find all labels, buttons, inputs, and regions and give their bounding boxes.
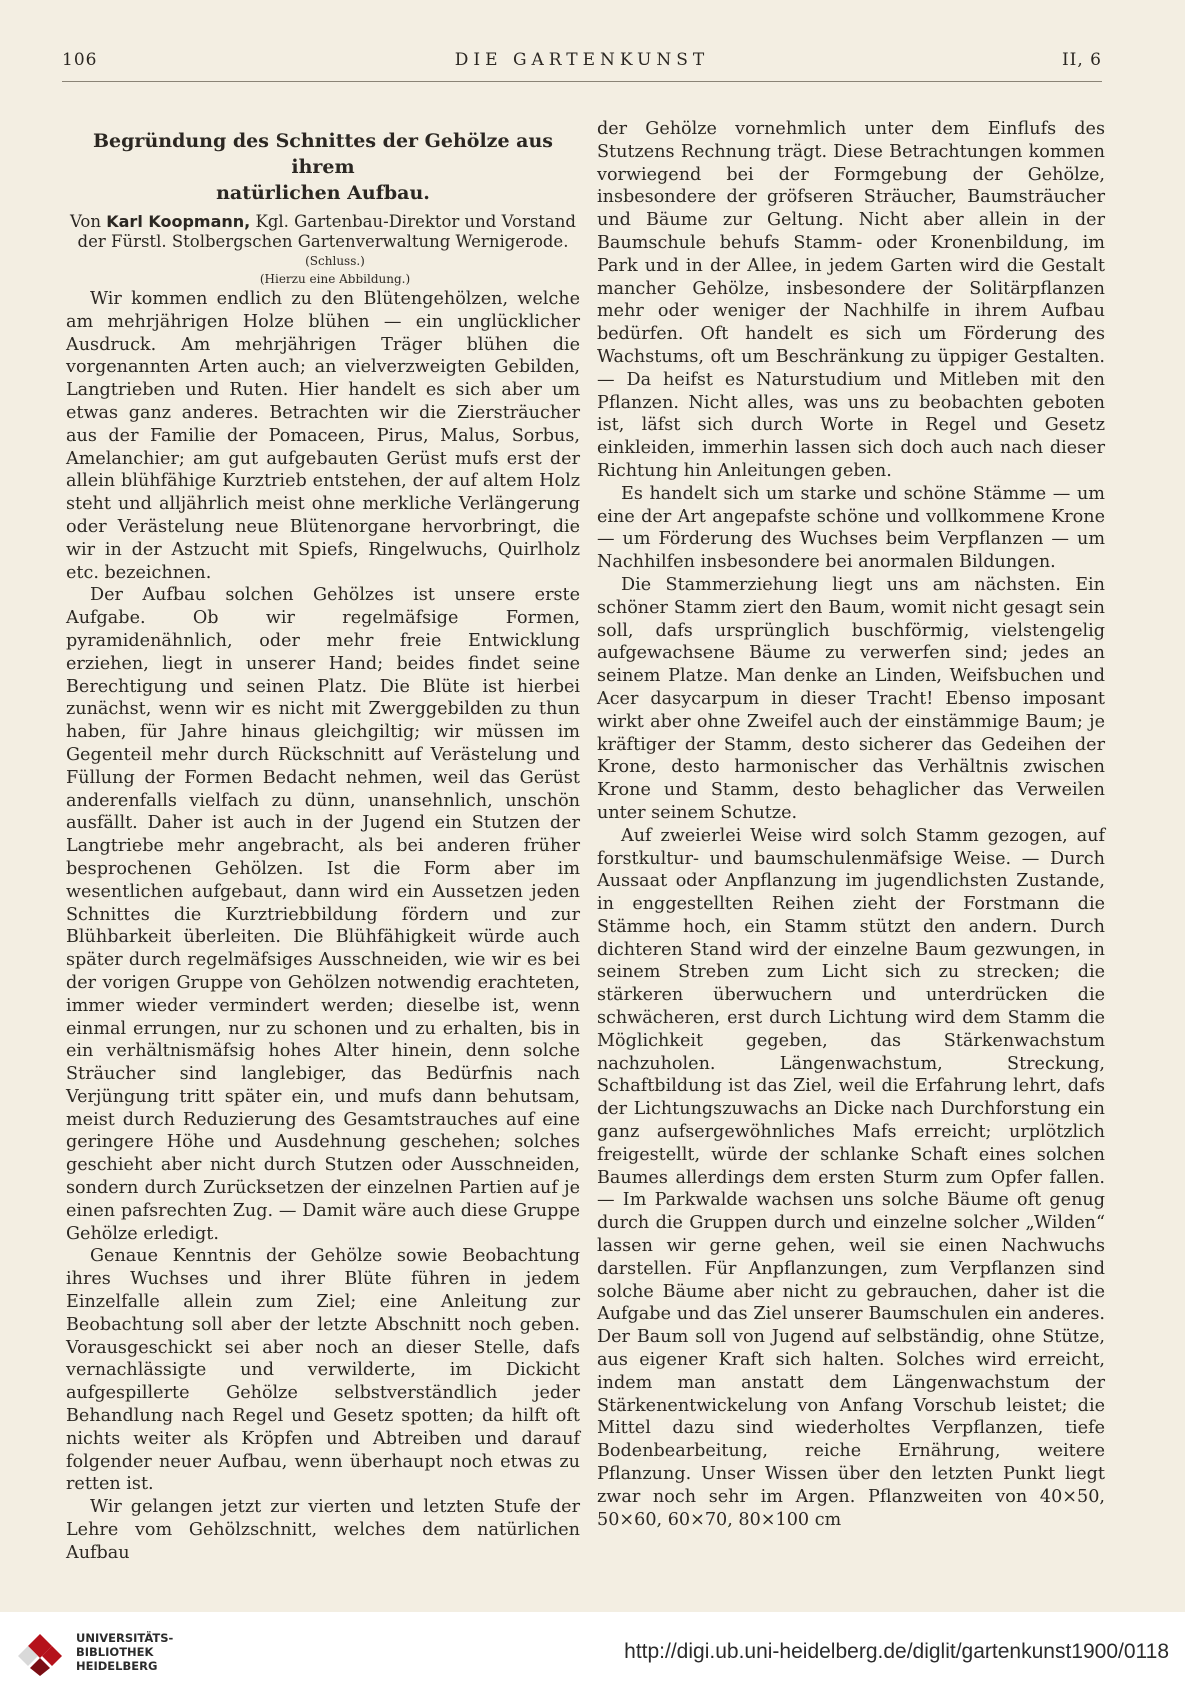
issue-number: II, 6 bbox=[1061, 50, 1102, 70]
illustration-note: (Hierzu eine Abbildung.) bbox=[259, 272, 411, 286]
permalink[interactable]: http://digi.ub.uni-heidelberg.de/diglit/gartenkunst1900/0118 bbox=[624, 1640, 1169, 1663]
right-column bbox=[597, 118, 1105, 1531]
title-line-2: natürlichen Aufbau. bbox=[216, 182, 430, 204]
author-affiliation: Kgl. Gartenbau-Direktor und Vorstand der Fürstl. Stolbergschen Gartenverwaltung Wernigerode. bbox=[77, 212, 576, 251]
title-line-1: Begründung des Schnittes der Gehölze aus ihrem bbox=[93, 130, 553, 178]
continuation-note: (Schluss.) bbox=[305, 254, 365, 268]
journal-title: DIE GARTENKUNST bbox=[454, 50, 710, 70]
running-header bbox=[62, 46, 1102, 72]
paragraph: Es handelt sich um starke und schöne Stämme — um eine der Art angepafste schöne und vollkommene Krone — um Förderung des Wuchses beim Verpflanzen — um Nachhilfen insbesondere bei anormalen Bildungen. bbox=[597, 483, 1105, 573]
left-column bbox=[66, 118, 580, 1565]
library-footer bbox=[0, 1612, 1185, 1697]
byline bbox=[66, 212, 580, 252]
paragraph: Die Stammerziehung liegt uns am nächsten. Ein schöner Stamm ziert den Baum, womit nicht gesagt sein soll, dafs ursprünglich buschförmig, vielstengelig aufgewachsene Bäume zu verwerfen sind; jedes an seinem Platze. Man denke an Linden, Weifsbuchen und Acer dasycarpum in dieser Tracht! Ebenso imposant wirkt aber ohne Zweifel auch der einstämmige Baum; je kräftiger der Stamm, desto sicherer das Gedeihen der Krone, desto harmonischer das Verhältnis zwischen Krone und Stamm, desto behaglicher das Verweilen unter seinem Schutze. bbox=[597, 574, 1105, 823]
article-title bbox=[66, 128, 580, 206]
paragraph: Der Aufbau solchen Gehölzes ist unsere erste Aufgabe. Ob wir regelmäfsige Formen, pyramidenähnlich, oder mehr freie Entwicklung erziehen, liegt in unserer Hand; beides findet seine Berechtigung und seinen Platz. Die Blüte ist hierbei zunächst, wenn wir es nicht mit Zwerggebilden zu thun haben, für Jahre hinaus gleichgiltig; wir müssen im Gegenteil mehr durch Rückschnitt auf Verästelung und Füllung der Formen Bedacht nehmen, weil das Gerüst anderenfalls vielfach zu dünn, unansehnlich, unschön ausfällt. Daher ist auch in der Jugend ein Stutzen der Langtriebe mehr angebracht, als bei anderen früher besprochenen Gehölzen. Ist die Form aber im wesentlichen aufgebaut, dann wird ein Aussetzen jeden Schnittes die Kurztriebbildung fördern und zur Blühbarkeit überleiten. Die Blühfähigkeit würde auch später durch regelmäfsiges Ausschneiden, wie wir es bei der vorigen Gruppe von Gehölzen notwendig erachteten, immer wieder vermindert werden; dieselbe ist, wenn einmal errungen, nur zu schonen und zu erhalten, bis in ein verhältnismäfsig hohes Alter hinein, denn solche Sträucher sind langlebiger, das Bedürfnis nach Verjüngung tritt später ein, und mufs dann behutsam, meist durch Reduzierung des Gesamtstrauches auf eine geringere Höhe und Ausdehnung geschehen; solches geschieht aber nicht durch Stutzen oder Ausschneiden, sondern durch Zurücksetzen der einzelnen Partien auf je einen pafsrechten Zug. — Damit wäre auch diese Gruppe Gehölze erledigt. bbox=[66, 585, 580, 1244]
institution-name: UNIVERSITÄTS- BIBLIOTHEK HEIDELBERG bbox=[76, 1631, 174, 1673]
paragraph: Auf zweierlei Weise wird solch Stamm gezogen, auf forstkultur- und baumschulenmäfsige Weise. — Durch Aussaat oder Anpflanzung im jugendlichsten Zustande, in enggestellten Reihen zieht der Forstmann die Stämme hoch, ein Stamm stützt den andern. Durch dichteren Stand wird der einzelne Baum gezwungen, in seinem Streben zum Licht sich zu strecken; die stärkeren überwuchern und unterdrücken die schwächeren, erst durch Lichtung wird dem Stamm die Möglichkeit gegeben, das Stärkenwachstum nachzuholen. Längenwachstum, Streckung, Schaftbildung ist das Ziel, weil die Erfahrung lehrt, dafs der Lichtungszuwachs an Dicke nach Durchforstung ein ganz aufsergewöhnliches Mafs erreicht; urplötzlich freigestellt, würde der schlanke Schaft eines solchen Baumes allerdings dem ersten Sturm zum Opfer fallen. — Im Parkwalde wachsen uns solche Bäume oft genug durch die Gruppen durch und einzelne solcher „Wilden“ lassen wir gerne gehen, weil sie einen Nachwuchs darstellen. Für Anpflanzungen, zum Verpflanzen sind solche Bäume aber nicht zu gebrauchen, daher ist die Aufgabe und das Ziel unserer Baumschulen ein anderes. Der Baum soll von Jugend auf selbständig, ohne Stütze, aus eigener Kraft sich halten. Solches wird erreicht, indem man anstatt dem Längenwachstum der Stärkenentwickelung von Anfang Vorschub leistet; die Mittel dazu sind wiederholtes Verpflanzen, tiefe Bodenbearbeitung, reiche Ernährung, weitere Pflanzung. Unser Wissen über den letzten Punkt liegt zwar noch sehr im Argen. Pflanzweiten von 40×50, 50×60, 60×70, 80×100 cm bbox=[597, 825, 1105, 1530]
header-rule bbox=[62, 81, 1102, 82]
paragraph: Wir kommen endlich zu den Blütengehölzen, welche am mehrjährigen Holze blühen — ein unglücklicher Ausdruck. Am mehrjährigen Träger blühen die vorgenannten Arten auch; an vielverzweigten Gebilden, Langtrieben und Ruten. Hier handelt es sich aber um etwas ganz anderes. Betrachten wir die Ziersträucher aus der Familie der Pomaceen, Pirus, Malus, Sorbus, Amelanchier; am gut aufgebauten Gerüst mufs erst der allein blühfähige Kurztrieb entstehen, der auf altem Holz steht und alljährlich meist ohne merkliche Verlängerung oder Verästelung neue Blütenorgane hervorbringt, die wir in der Astzucht mit Spiefs, Ringelwuchs, Quirlholz etc. bezeichnen. bbox=[66, 289, 580, 583]
heidelberg-library-logo-icon bbox=[16, 1630, 64, 1678]
paragraph: Wir gelangen jetzt zur vierten und letzten Stufe der Lehre vom Gehölzschnitt, welches dem natürlichen Aufbau bbox=[66, 1497, 580, 1563]
byline-prefix: Von bbox=[70, 212, 101, 231]
page-number: 106 bbox=[62, 50, 98, 70]
author-name: Karl Koopmann, bbox=[106, 212, 251, 231]
paragraph: Genaue Kenntnis der Gehölze sowie Beobachtung ihres Wuchses und ihrer Blüte führen in jedem Einzelfalle allein zum Ziel; eine Anleitung zur Beobachtung soll aber der letzte Abschnitt noch geben. Vorausgeschickt sei aber noch an dieser Stelle, dafs vernachlässigte und verwilderte, im Dickicht aufgespillerte Gehölze selbstverständlich jeder Behandlung nach Regel und Gesetz spotten; da hilft oft nichts weiter als Kröpfen und Abtreiben und darauf folgender neuer Aufbau, wenn überhaupt noch etwas zu retten ist. bbox=[66, 1246, 580, 1495]
paragraph: der Gehölze vornehmlich unter dem Einflufs des Stutzens Rechnung trägt. Diese Betrachtungen kommen vorwiegend bei der Formgebung der Gehölze, insbesondere der gröfseren Sträucher, Baumsträucher und Bäume zur Geltung. Nicht aber allein in der Baumschule behufs Stamm- oder Kronenbildung, im Park und in der Allee, in jedem Garten wird die Gestalt mancher Gehölze, insbesondere der Solitärpflanzen mehr oder weniger der Nachhilfe in ihrem Aufbau bedürfen. Oft handelt es sich um Förderung des Wachstums, oft um Beschränkung zu üppiger Gestalten. — Da heifst es Naturstudium und Mitleben mit den Pflanzen. Nicht alles, was uns zu beobachten geboten ist, läfst sich durch Worte in Regel und Gesetz einkleiden, immerhin lassen sich doch auch nach dieser Richtung hin Anleitungen geben. bbox=[597, 119, 1105, 481]
